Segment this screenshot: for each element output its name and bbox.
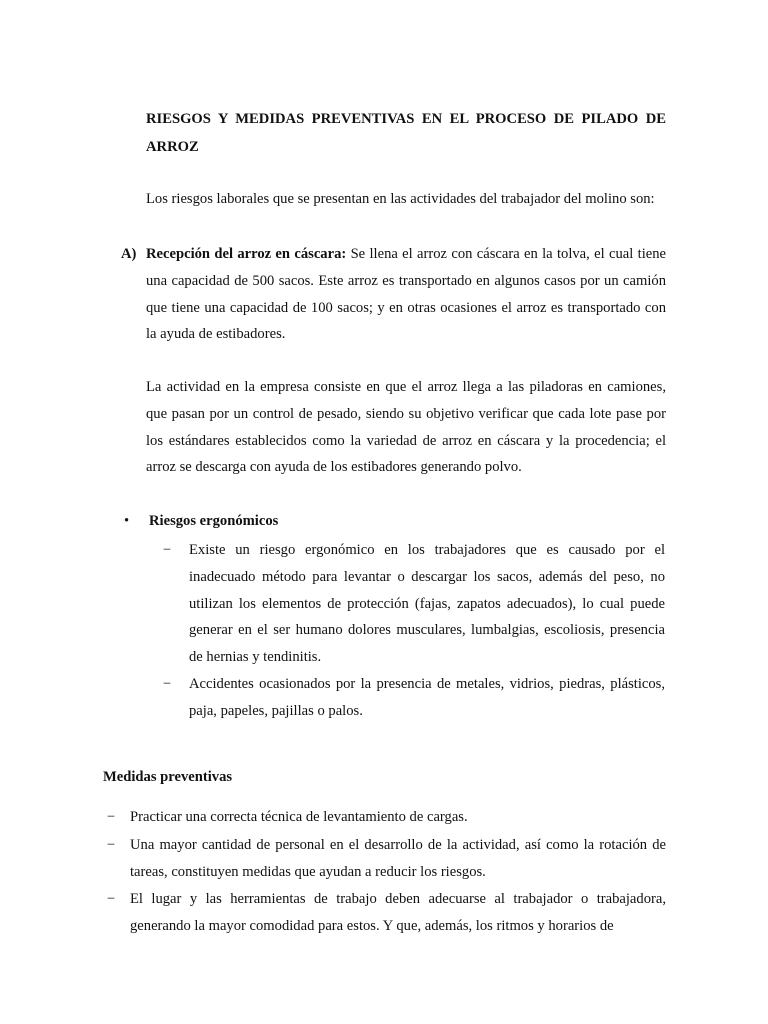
risk-item-dash: − bbox=[162, 676, 172, 692]
risk-item-dash: − bbox=[162, 542, 172, 558]
measure-item-dash: − bbox=[106, 809, 116, 825]
page-title: RIESGOS Y MEDIDAS PREVENTIVAS EN EL PROCESO DE PILADO DE ARROZ bbox=[146, 111, 666, 155]
risks-heading: Riesgos ergonómicos bbox=[149, 513, 279, 529]
section-a-text: Se llena el arroz con cáscara en la tolva, el cual tiene una capacidad de 500 sacos. Este arroz es transportado en algunos casos por un camión que tiene una capacidad de 100 sacos; y en otras ocasiones el arroz es transportado con la ayuda de estibadores. bbox=[146, 246, 666, 343]
section-a-paragraph-2: La actividad en la empresa consiste en que el arroz llega a las piladoras en camiones, que pasan por un control de pesado, siendo su objetivo verificar que cada lote pase por los estándares establecidos como la variedad de arroz en cáscara y la procedencia; el arroz se descarga con ayuda de los estibadores generando polvo. bbox=[146, 379, 666, 476]
measures-heading: Medidas preventivas bbox=[103, 769, 233, 785]
intro-paragraph: Los riesgos laborales que se presentan en las actividades del trabajador del molino son: bbox=[146, 191, 655, 207]
risk-item: Existe un riesgo ergonómico en los trabajadores que es causado por el inadecuado método para levantar o descargar los sacos, además del peso, no utilizan los elementos de protección (fajas, zapatos adecuados), lo cual puede generar en el ser humano dolores musculares, lumbalgias, escoliosis, presencia de hernias y tendinitis. bbox=[189, 542, 665, 666]
measure-item: Practicar una correcta técnica de levantamiento de cargas. bbox=[130, 809, 468, 825]
measure-item: Una mayor cantidad de personal en el desarrollo de la actividad, así como la rotación de tareas, constituyen medidas que ayudan a reducir los riesgos. bbox=[130, 837, 666, 880]
section-a-label: Recepción del arroz en cáscara: bbox=[146, 246, 347, 262]
risk-item: Accidentes ocasionados por la presencia de metales, vidrios, piedras, plásticos, paja, papeles, pajillas o palos. bbox=[189, 676, 665, 719]
measure-item: El lugar y las herramientas de trabajo deben adecuarse al trabajador o trabajadora, generando la mayor comodidad para estos. Y que, además, los ritmos y horarios de bbox=[130, 891, 666, 934]
measure-item-dash: − bbox=[106, 837, 116, 853]
measure-item-dash: − bbox=[106, 891, 116, 907]
section-a-marker: A) bbox=[121, 246, 137, 262]
section-a-paragraph bbox=[146, 241, 666, 348]
bullet-marker: • bbox=[124, 513, 130, 529]
